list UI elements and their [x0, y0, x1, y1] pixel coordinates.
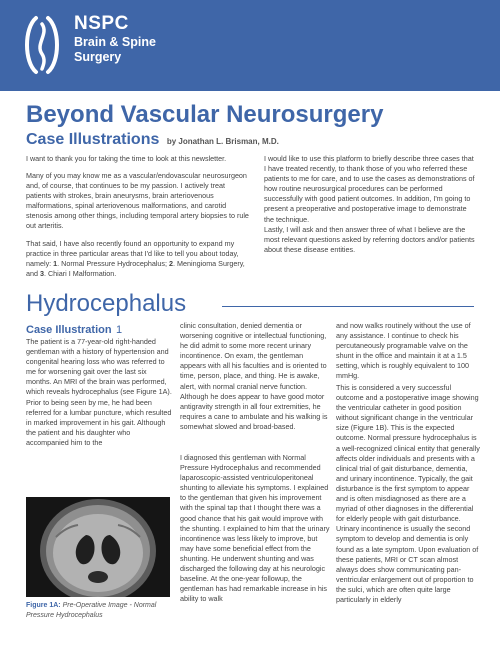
brand-name: NSPC: [74, 13, 129, 34]
p3-t2: . Meningioma Surgery, and: [26, 259, 245, 279]
intro-paragraph-4: I would like to use this platform to briefly describe three cases that I have treated recently, to thank those of you who referred these patients to me for care, and to use the cases as demonstrations of how routine neurosurgical procedures can be performed successfully with good patient outcomes. In addition, I'm going to present a preoperative and postoperative image to demonstrate the technique.: [264, 154, 475, 224]
p3-t3: . Chiari I Malformation.: [44, 269, 117, 279]
byline: by Jonathan L. Brisman, M.D.: [166, 137, 279, 146]
figure-caption: [26, 601, 176, 620]
header-banner: [0, 0, 500, 91]
column-3-text-b: This is considered a very successful outcome and a postoperative image showing the ventricular catheter in good position without significant change in the ventricular size (Figure 1B). This is the expected outcome. Normal pressure hydrocephalus is a well-recognized clinical entity that generally affects older individuals and presents with a clinical trial of gait disturbance, dementia, and urinary incontinence. Typically, the gait disturbance is the first symptom to appear and is often misdiagnosed as there are a myriad of other diagnoses in the differential for elderly people with gait disturbance. Urinary incontinence is usually the second symptom to develop and dementia is only found as a late symptom. Upon evaluation of these patients, MRI or CT scan almost always does show communicating pan-ventricular enlargement out of proportion to the sulci, which are often quite large particularly in elderly: [336, 383, 480, 604]
brand-line-2: Surgery: [74, 50, 122, 64]
p3-n3: 3: [40, 269, 44, 279]
figure-label: Figure 1A:: [26, 602, 61, 609]
p3-n2: 2: [169, 259, 174, 269]
intro-paragraph-3: [26, 239, 251, 279]
intro-paragraph-2: Many of you may know me as a vascular/endovascular neurosurgeon and, of course, that continues to be my passion. I actively treat patients with strokes, brain aneurysms, brain arteriovenous malformations, spinal arteriovenous malformations, and carotid stenosis among other things, including temporal artery biopsies to rule out arteritis.: [26, 171, 249, 231]
mri-figure-image: [26, 497, 170, 597]
column-2-text-a: clinic consultation, denied dementia or worsening cognitive or intellectual functioning, he did admit to some more recent urinary incontinence. On exam, the gentleman appears with all his faculties and is oriented to time, person, place, and thing. He is awake, alert, with normal cranial nerve function. Although he does appear to have good motor antigravity strength in all four extremities, he requires a cane to ambulate and his walking is somewhat slowed and broad-based.: [180, 321, 328, 431]
p3-n1: 1: [53, 259, 58, 269]
brain-scan-icon: [26, 497, 170, 597]
column-1-text: The patient is a 77-year-old right-handed gentleman with a history of hypertension and congenital hearing loss who was referred to me for worsening gait over the last six months. An MRI of the brain was performed, which reveals hydrocephalus (see Figure 1A). Prior to being seen by me, he had been referred for a lumbar puncture, which resulted in marked improvement in his gait. Although the patient and his daughter who accompanied him to the: [26, 337, 172, 447]
brand-wordmark: [74, 13, 156, 65]
case-heading: [26, 320, 122, 338]
column-2-text-b: I diagnosed this gentleman with Normal Pressure Hydrocephalus and recommended laparoscopic-assisted ventriculoperitoneal shunting to alleviate his symptoms. I explained to the gentleman that given his improvement with the spinal tap that I thought there was a good chance that his gait would improve with the shunting. I explained to him that the urinary incontinence was less likely to improve, but may have some beneficial effect from the shunting. He underwent shunting and was discharged the following day at his neurologic baseline. At the one-year followup, the gentleman has had remarkable increase in his ability to walk: [180, 453, 330, 604]
section-divider: [222, 306, 474, 307]
p3-t1: . Normal Pressure Hydrocephalus;: [57, 259, 170, 269]
case-number: 1: [116, 324, 123, 336]
figure-caption-text: Pre-Operative Image - Normal Pressure Hydrocephalus: [26, 602, 157, 619]
column-3-text-a: and now walks routinely without the use of any assistance. I continue to check his percutaneously programable valve on the shunt in the office and maintain it at a 1.5 setting, which is roughly equivalent to 100 mmHg.: [336, 321, 471, 381]
intro-paragraph-1: I want to thank you for taking the time to look at this newsletter.: [26, 154, 227, 163]
nspc-logo-icon: [22, 14, 62, 76]
subtitle-text: Case Illustrations: [26, 131, 160, 148]
brand-line-1: Brain & Spine: [74, 35, 156, 49]
section-title: Hydrocephalus: [26, 290, 187, 317]
article-subtitle: [26, 131, 279, 149]
case-label: Case Illustration: [26, 324, 112, 336]
intro-paragraph-5: Lastly, I will ask and then answer three of what I believe are the most relevant questions asked by referring doctors and/or patients about these disease entities.: [264, 225, 475, 255]
p3-start: That said, I have also recently found an opportunity to expand my practice in three particular areas that I'd like to tell you about today, namely:: [26, 239, 239, 269]
article-title: Beyond Vascular Neurosurgery: [26, 101, 384, 128]
